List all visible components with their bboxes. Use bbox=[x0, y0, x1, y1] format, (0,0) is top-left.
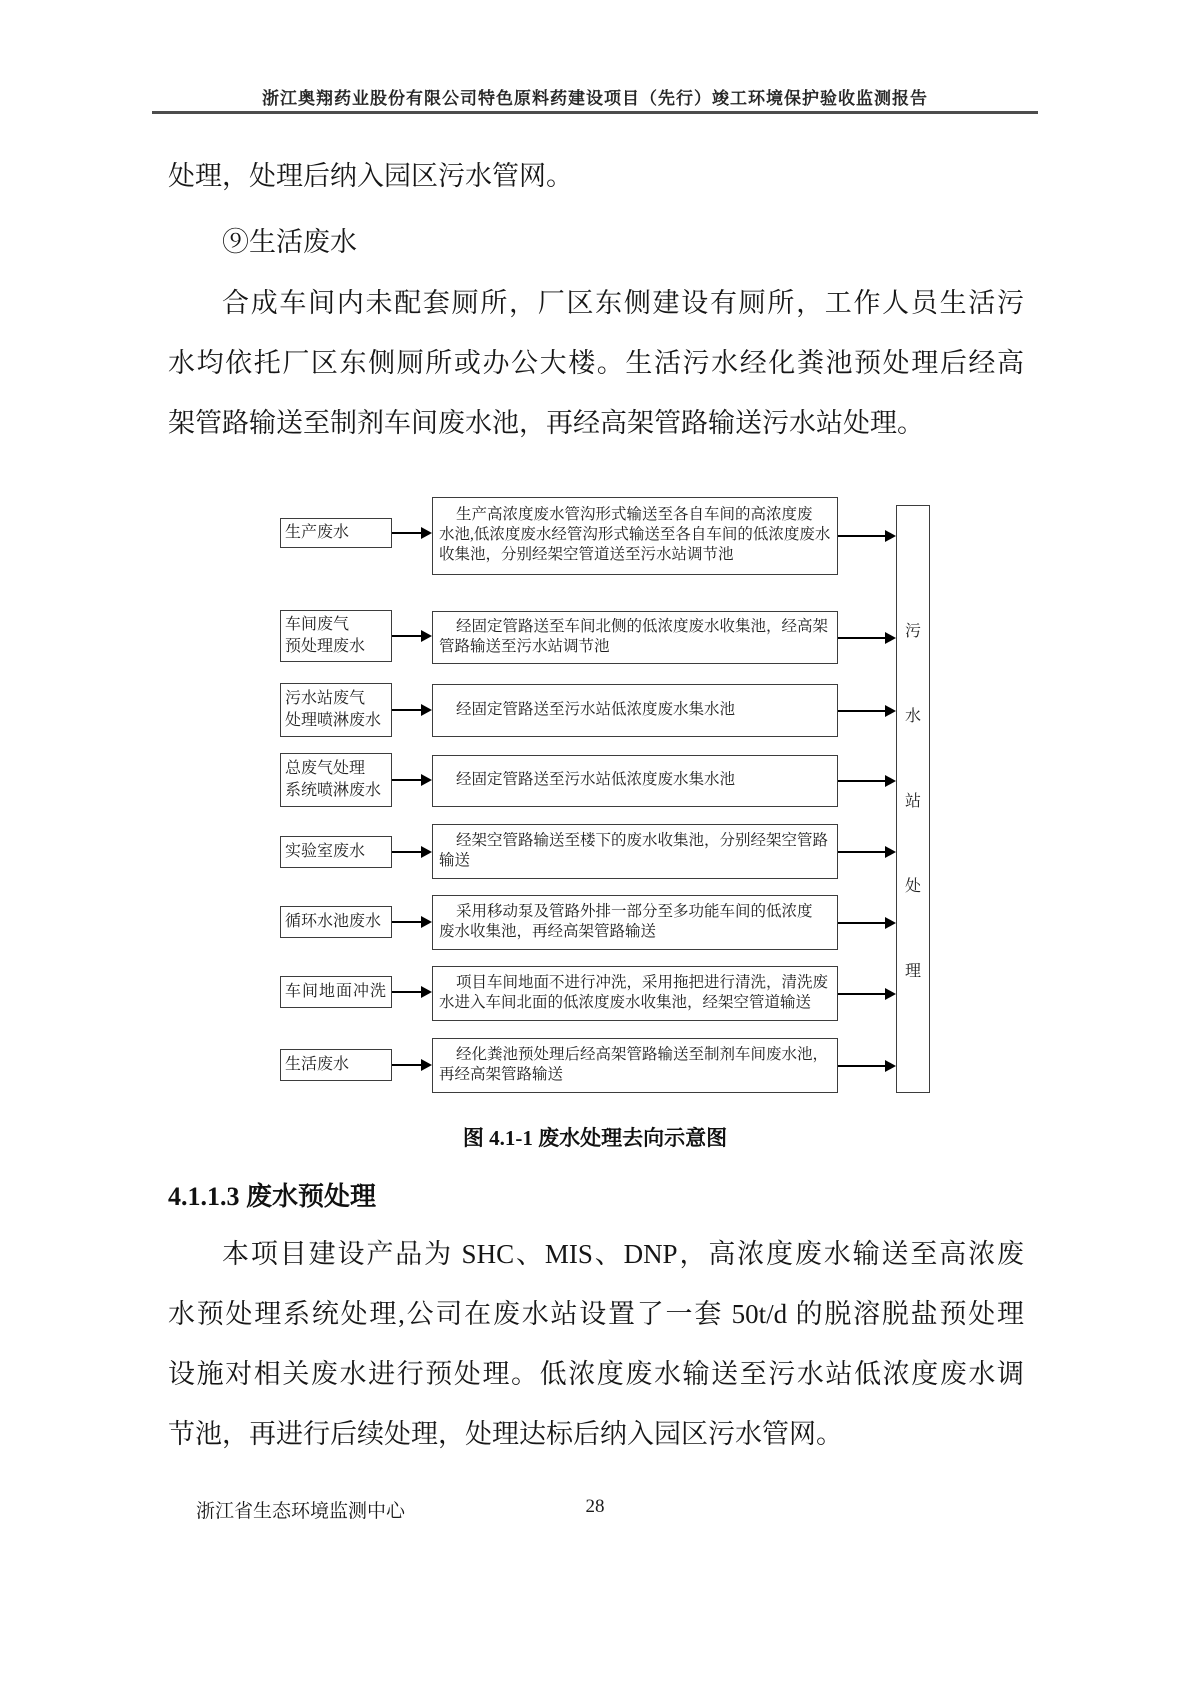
flow-desc-line: 经化粪池预处理后经高架管路输送至制剂车间废水池， bbox=[456, 1046, 829, 1063]
flow-connector-arrow bbox=[392, 779, 421, 781]
report-header-title: 浙江奥翔药业股份有限公司特色原料药建设项目（先行）竣工环境保护验收监测报告 bbox=[262, 89, 928, 108]
flow-desc-line: 再经高架管路输送 bbox=[439, 1066, 564, 1083]
paragraph-line: 本项目建设产品为 SHC、MIS、DNP，高浓度废水输送至高浓废 bbox=[222, 1239, 1024, 1269]
paragraph-line: 处理，处理后纳入园区污水管网。 bbox=[168, 161, 573, 191]
arrow-right-icon bbox=[885, 1060, 896, 1072]
flow-source-label: 车间废气 bbox=[285, 616, 350, 633]
paragraph-line: 节池，再进行后续处理，处理达标后纳入园区污水管网。 bbox=[168, 1419, 843, 1449]
flow-source-box bbox=[280, 518, 392, 548]
paragraph-line: 水预处理系统处理,公司在废水站设置了一套 50t/d 的脱溶脱盐预处理 bbox=[168, 1299, 1024, 1329]
flow-connector-arrow bbox=[838, 780, 885, 782]
flow-connector-arrow bbox=[392, 991, 421, 993]
figure-caption: 图 4.1-1 废水处理去向示意图 bbox=[462, 1126, 728, 1150]
flow-desc-line: 输送 bbox=[439, 852, 471, 869]
flow-desc-line: 采用移动泵及管路外排一部分至多功能车间的低浓度 bbox=[456, 903, 813, 920]
flow-desc-box bbox=[432, 895, 838, 950]
flow-desc-line: 经固定管路送至车间北侧的低浓度废水收集池，经高架 bbox=[456, 618, 829, 635]
flow-desc-box bbox=[432, 611, 838, 664]
arrow-right-icon bbox=[885, 917, 896, 929]
arrow-right-icon bbox=[421, 630, 432, 642]
flow-desc-line: 项目车间地面不进行冲洗，采用拖把进行清洗，清洗废 bbox=[456, 974, 829, 991]
arrow-right-icon bbox=[421, 527, 432, 539]
flow-desc-line: 废水收集池，再经高架管路输送 bbox=[439, 923, 657, 940]
flow-desc-line: 生产高浓度废水管沟形式输送至各自车间的高浓度废 bbox=[456, 506, 813, 523]
paragraph-line: 水均依托厂区东侧厕所或办公大楼。生活污水经化粪池预处理后经高 bbox=[168, 348, 1024, 378]
flow-source-label: 系统喷淋废水 bbox=[285, 782, 382, 799]
flow-source-label: 实验室废水 bbox=[285, 843, 366, 860]
flow-connector-arrow bbox=[838, 1065, 885, 1067]
footer-page-number: 28 bbox=[585, 1496, 605, 1517]
arrow-right-icon bbox=[885, 846, 896, 858]
arrow-right-icon bbox=[421, 704, 432, 716]
flow-sink-label-char: 处 bbox=[904, 877, 921, 895]
flow-sink-label-char: 污 bbox=[904, 622, 921, 640]
flow-desc-line: 收集池，分别经架空管道送至污水站调节池 bbox=[439, 546, 734, 563]
flow-connector-arrow bbox=[392, 709, 421, 711]
flow-desc-line: 经架空管路输送至楼下的废水收集池，分别经架空管路 bbox=[456, 832, 829, 849]
arrow-right-icon bbox=[885, 632, 896, 644]
footer-org: 浙江省生态环境监测中心 bbox=[196, 1501, 406, 1522]
flow-source-box bbox=[280, 1049, 392, 1081]
flow-desc-line: 经固定管路送至污水站低浓度废水集水池 bbox=[456, 771, 736, 788]
flow-desc-line: 水进入车间北面的低浓度废水收集池，经架空管道输送 bbox=[439, 994, 812, 1011]
flow-source-box bbox=[280, 753, 392, 807]
arrow-right-icon bbox=[421, 916, 432, 928]
flow-desc-box bbox=[432, 497, 838, 575]
flow-source-label: 生产废水 bbox=[285, 524, 350, 541]
flow-connector-arrow bbox=[392, 851, 421, 853]
flow-source-label: 车间地面冲洗 bbox=[285, 983, 388, 1000]
flow-source-label: 处理喷淋废水 bbox=[285, 712, 382, 729]
paragraph-line: ⑨生活废水 bbox=[222, 227, 357, 257]
arrow-right-icon bbox=[885, 775, 896, 787]
flow-desc-line: 经固定管路送至污水站低浓度废水集水池 bbox=[456, 701, 736, 718]
flow-desc-box bbox=[432, 755, 838, 807]
flow-connector-arrow bbox=[392, 921, 421, 923]
flow-connector-arrow bbox=[838, 993, 885, 995]
flow-source-box bbox=[280, 976, 392, 1008]
flow-connector-arrow bbox=[392, 635, 421, 637]
arrow-right-icon bbox=[421, 774, 432, 786]
flow-source-label: 预处理废水 bbox=[285, 638, 366, 655]
arrow-right-icon bbox=[885, 705, 896, 717]
flow-desc-box bbox=[432, 684, 838, 737]
flow-source-box bbox=[280, 610, 392, 662]
flow-desc-box bbox=[432, 966, 838, 1021]
header-rule bbox=[152, 111, 1038, 114]
flow-connector-arrow bbox=[392, 1064, 421, 1066]
paragraph-line: 架管路输送至制剂车间废水池，再经高架管路输送污水站处理。 bbox=[168, 408, 924, 438]
section-heading: 4.1.1.3 废水预处理 bbox=[168, 1182, 377, 1211]
flow-sink-label-char: 理 bbox=[904, 962, 921, 980]
paragraph-line: 合成车间内未配套厕所，厂区东侧建设有厕所，工作人员生活污 bbox=[222, 288, 1024, 318]
flow-source-label: 总废气处理 bbox=[285, 760, 366, 777]
flow-connector-arrow bbox=[392, 532, 421, 534]
flow-connector-arrow bbox=[838, 851, 885, 853]
flow-source-box bbox=[280, 683, 392, 737]
flow-connector-arrow bbox=[838, 637, 885, 639]
arrow-right-icon bbox=[421, 846, 432, 858]
flow-sink-box bbox=[896, 505, 930, 1093]
flow-source-box bbox=[280, 906, 392, 938]
flow-source-label: 循环水池废水 bbox=[285, 913, 382, 930]
flow-connector-arrow bbox=[838, 710, 885, 712]
flow-desc-line: 管路输送至污水站调节池 bbox=[439, 638, 610, 655]
flow-sink-label-char: 水 bbox=[904, 707, 921, 725]
arrow-right-icon bbox=[885, 988, 896, 1000]
flow-source-label: 生活废水 bbox=[285, 1056, 350, 1073]
flow-desc-box bbox=[432, 1038, 838, 1093]
flow-connector-arrow bbox=[838, 922, 885, 924]
flow-connector-arrow bbox=[838, 535, 885, 537]
flow-desc-box bbox=[432, 824, 838, 879]
arrow-right-icon bbox=[885, 530, 896, 542]
flow-desc-line: 水池,低浓度废水经管沟形式输送至各自车间的低浓度废水 bbox=[439, 526, 831, 543]
arrow-right-icon bbox=[421, 1059, 432, 1071]
flow-sink-label-char: 站 bbox=[904, 792, 921, 810]
flow-source-box bbox=[280, 836, 392, 868]
flow-source-label: 污水站废气 bbox=[285, 690, 366, 707]
paragraph-line: 设施对相关废水进行预处理。低浓度废水输送至污水站低浓度废水调 bbox=[168, 1359, 1024, 1389]
arrow-right-icon bbox=[421, 986, 432, 998]
